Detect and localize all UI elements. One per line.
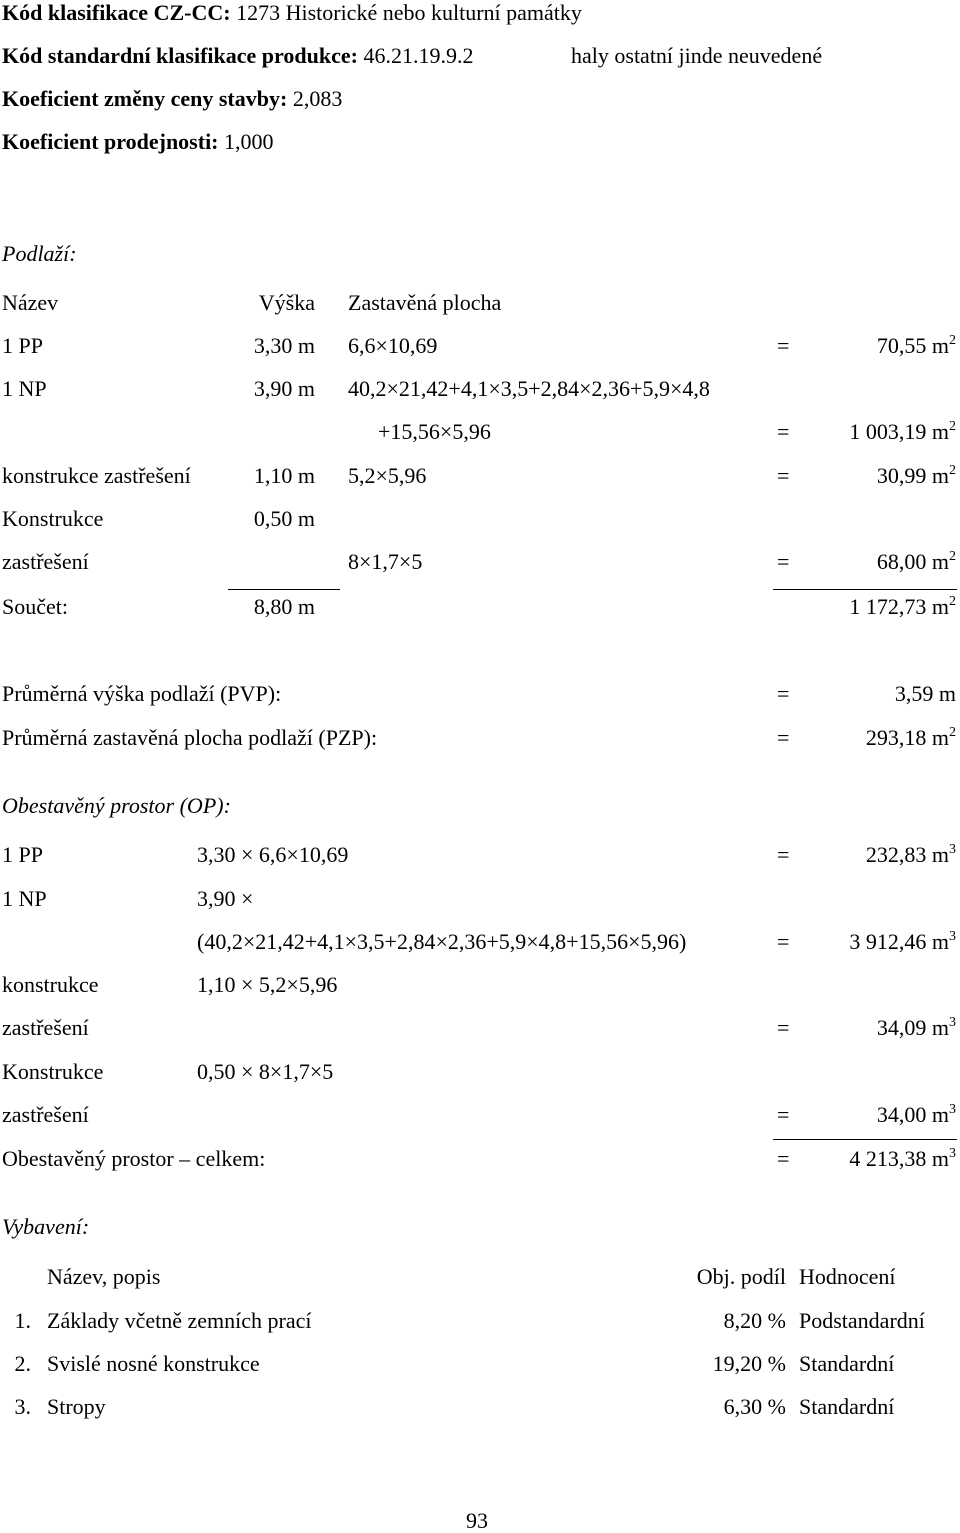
equipment-row-rating: Standardní [799, 1394, 895, 1419]
floor-row-expr: 40,2×21,42+4,1×3,5+2,84×2,36+5,9×4,8 [348, 376, 710, 401]
volume-row-expr: 0,50 × 8×1,7×5 [197, 1059, 334, 1084]
price-coef-line [2, 88, 342, 110]
equipment-col-share: Obj. podíl [696, 1264, 786, 1289]
volume-row-eq: = [777, 1102, 790, 1127]
sk-desc: haly ostatní jinde neuvedené [571, 43, 823, 68]
equipment-col-name: Název, popis [47, 1264, 161, 1289]
floor-row-eq: = [777, 463, 790, 488]
cz-cc-label: Kód klasifikace CZ-CC: [2, 0, 231, 25]
floor-row-result: 70,55 $m^2$ [876, 333, 956, 358]
equipment-row-name: Stropy [47, 1394, 106, 1419]
floor-row-expr: 5,2×5,96 [348, 463, 427, 488]
floor-row-height: 3,30 m [253, 333, 315, 358]
sale-coef-line [2, 131, 274, 153]
floors-col-height: Výška [258, 290, 315, 315]
volume-row-eq: = [777, 1015, 790, 1040]
equipment-row-share: 8,20 % [723, 1308, 786, 1333]
floor-row-expr: 8×1,7×5 [348, 549, 423, 574]
volume-row-result: 232,83 $m^3$ [865, 842, 956, 867]
volume-row-expr: 1,10 × 5,2×5,96 [197, 972, 338, 997]
equipment-row-rating: Podstandardní [799, 1308, 925, 1333]
floors-sum-area: 1 172,73 $m^2$ [849, 594, 956, 619]
volume-total-label: Obestavěný prostor – celkem: [2, 1146, 266, 1171]
floor-row-eq: = [777, 419, 790, 444]
floor-row-name: konstrukce zastřešení [2, 463, 191, 488]
floor-row-height: 3,90 m [253, 376, 315, 401]
pvp-label: Průměrná výška podlaží (PVP): [2, 681, 282, 706]
cz-cc-value: 1273 Historické nebo kulturní památky [236, 0, 582, 25]
volume-heading: Obestavěný prostor (OP): [2, 793, 231, 818]
cz-cc-line [2, 2, 582, 24]
equipment-row-name: Svislé nosné konstrukce [47, 1351, 260, 1376]
page-number: 93 [466, 1508, 488, 1533]
pzp-value: 293,18 $m^2$ [865, 725, 956, 750]
equipment-row-rating: Standardní [799, 1351, 895, 1376]
floors-sum-label: Součet: [2, 594, 68, 619]
standard-classification-line [2, 45, 473, 67]
sale-coef-value: 1,000 [224, 129, 274, 154]
volume-row-name: konstrukce [2, 972, 99, 997]
pvp-eq: = [777, 681, 790, 706]
floor-row-eq: = [777, 549, 790, 574]
floor-row-name: 1 PP [2, 333, 43, 358]
equipment-row-num: 1. [14, 1308, 31, 1333]
pvp-value: 3,59 m [894, 681, 956, 706]
equipment-row-share: 19,20 % [712, 1351, 786, 1376]
height-sum-rule [228, 589, 340, 590]
volume-total-value: 4 213,38 $m^3$ [849, 1146, 956, 1171]
pzp-label: Průměrná zastavěná plocha podlaží (PZP): [2, 725, 378, 750]
floors-heading: Podlaží: [2, 241, 77, 266]
price-coef-label: Koeficient změny ceny stavby: [2, 86, 288, 111]
floor-row-result: 1 003,19 $m^2$ [849, 419, 956, 444]
floor-row-name: zastřešení [2, 549, 89, 574]
floor-row-height: 0,50 m [253, 506, 315, 531]
equipment-heading: Vybavení: [2, 1214, 90, 1239]
volume-total-eq: = [777, 1146, 790, 1171]
floors-sum-height: 8,80 m [253, 594, 315, 619]
floor-row-eq: = [777, 333, 790, 358]
sk-code: 46.21.19.9.2 [363, 43, 474, 68]
floor-row-expr: 6,6×10,69 [348, 333, 438, 358]
volume-row-result: 34,09 $m^3$ [876, 1015, 956, 1040]
equipment-row-name: Základy včetně zemních prací [47, 1308, 312, 1333]
volume-row-name: 1 PP [2, 842, 43, 867]
floor-row-height: 1,10 m [253, 463, 315, 488]
volume-row-expr: 3,90 × [197, 886, 254, 911]
equipment-col-rating: Hodnocení [799, 1264, 896, 1289]
sale-coef-label: Koeficient prodejnosti: [2, 129, 219, 154]
floor-row-name: Konstrukce [2, 506, 104, 531]
volume-row-eq: = [777, 929, 790, 954]
volume-row-expr: 3,30 × 6,6×10,69 [197, 842, 349, 867]
floors-col-area: Zastavěná plocha [348, 290, 502, 315]
volume-row-name: zastřešení [2, 1015, 89, 1040]
volume-row-name: zastřešení [2, 1102, 89, 1127]
volume-row-result: 3 912,46 $m^3$ [849, 929, 956, 954]
equipment-row-num: 3. [14, 1394, 31, 1419]
pzp-eq: = [777, 725, 790, 750]
volume-row-name: 1 NP [2, 886, 47, 911]
equipment-row-share: 6,30 % [723, 1394, 786, 1419]
volume-row-name: Konstrukce [2, 1059, 104, 1084]
floor-row-result: 30,99 $m^2$ [876, 463, 956, 488]
floor-row-expr: +15,56×5,96 [378, 419, 491, 444]
equipment-row-num: 2. [14, 1351, 31, 1376]
volume-row-eq: = [777, 842, 790, 867]
volume-row-expr: (40,2×21,42+4,1×3,5+2,84×2,36+5,9×4,8+15,56×5,96) [197, 929, 687, 954]
sk-label: Kód standardní klasifikace produkce: [2, 43, 358, 68]
floor-row-result: 68,00 $m^2$ [876, 549, 956, 574]
price-coef-value: 2,083 [292, 86, 343, 111]
area-sum-rule [773, 589, 957, 590]
floor-row-name: 1 NP [2, 376, 47, 401]
volume-row-result: 34,00 $m^3$ [876, 1102, 956, 1127]
volume-total-rule [773, 1139, 957, 1140]
floors-col-name: Název [2, 290, 59, 315]
